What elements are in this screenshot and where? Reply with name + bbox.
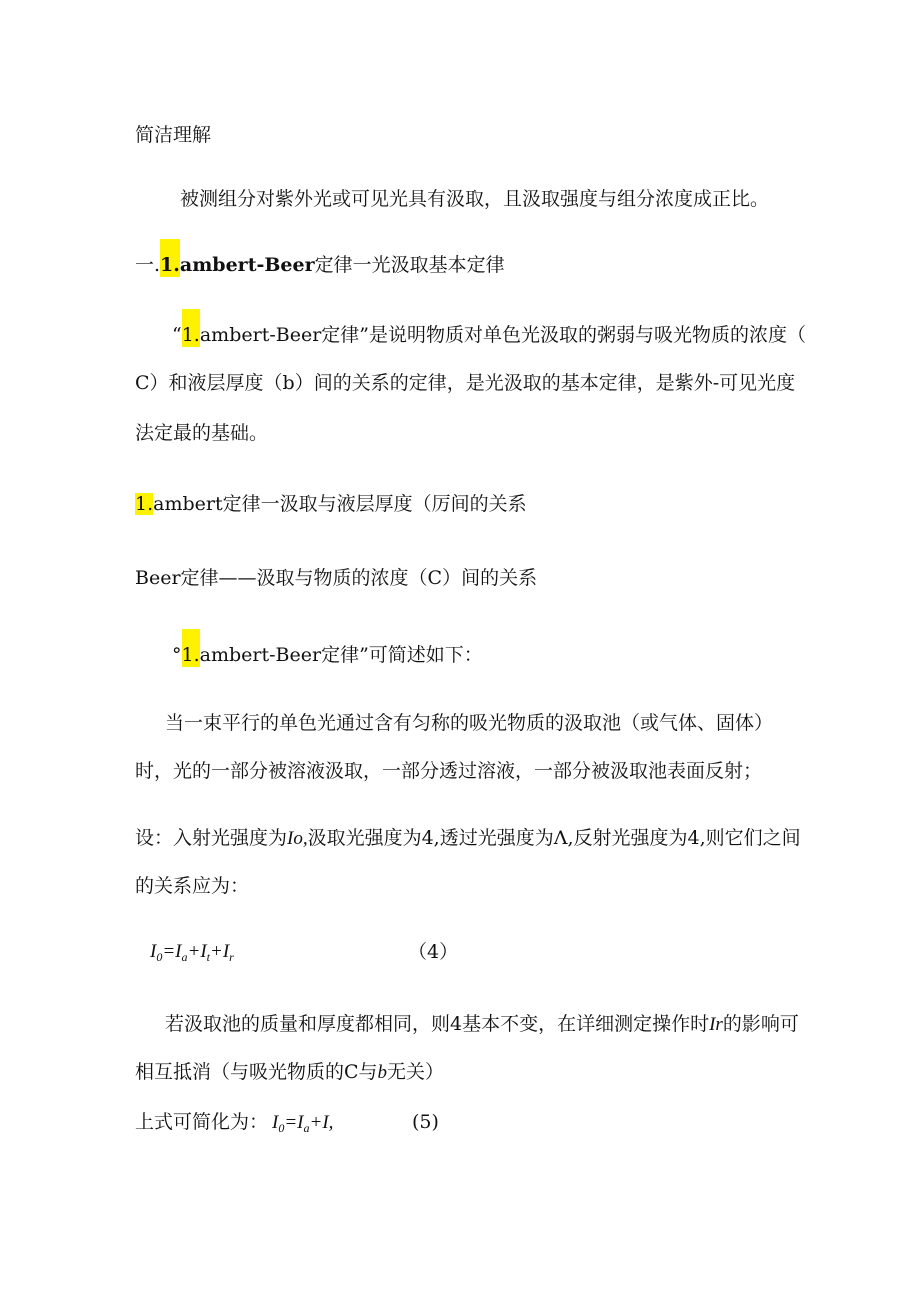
equation-5-label: 上式可简化为：	[135, 1111, 269, 1133]
setup-var-io: Io,	[287, 828, 308, 849]
para1-quote: “	[172, 324, 182, 346]
lambert-law-line	[135, 492, 527, 516]
para3-text-4: 无关）	[387, 1061, 445, 1083]
para3-text-1: 若汲取池的质量和厚度都相同，则4基本不变，在详细测定操作时	[165, 1013, 710, 1035]
highlight-mark: 1.	[182, 309, 200, 347]
para1-line1	[172, 323, 806, 347]
highlight-mark: 1.	[160, 239, 180, 277]
para3-line1	[165, 1012, 799, 1037]
setup-text-2: 汲取光强度为4,透过光强度为Λ,反射光强度为4,则它们之间	[307, 827, 801, 849]
equation-4-number: （4）	[408, 941, 459, 963]
para3-var-ir: Ir	[709, 1014, 723, 1035]
section-rest: 定律一光汲取基本定律	[314, 254, 505, 276]
section-main: ambert-Beer	[179, 254, 315, 276]
section-heading	[135, 253, 505, 277]
setup-line2: 的关系应为：	[135, 875, 250, 897]
para1-line3: 法定最的基础。	[135, 422, 269, 444]
para2-line2: 时，光的一部分被溶液汲取，一部分透过溶液，一部分被汲取池表面反射；	[135, 760, 763, 782]
para3-line2	[135, 1060, 444, 1085]
highlight-mark: 1.	[135, 493, 154, 515]
beer-law-line: Beer定律——汲取与物质的浓度（C）间的关系	[135, 567, 538, 589]
lambert-law-text: ambert定律一汲取与液层厚度（厉间的关系	[153, 493, 527, 515]
equation-4: $I_0=I_a+I_t+I_r$	[150, 941, 234, 964]
para1-rest: ambert-Beer定律”是说明物质对单色光汲取的粥弱与吸光物质的浓度（	[199, 324, 806, 346]
intro-paragraph: 被测组分对紫外光或可见光具有汲取，且汲取强度与组分浓度成正比。	[180, 188, 770, 210]
equation-5: 上式可简化为： $I_0=I_a+I$,	[135, 1111, 334, 1135]
equation-5-number: (5)	[412, 1111, 439, 1133]
summary-prefix: °	[172, 644, 182, 666]
para3-var-b: b	[377, 1062, 388, 1083]
para1-line2: C）和液层厚度（b）间的关系的定律，是光汲取的基本定律，是紫外-可见光度	[135, 372, 796, 394]
setup-line1	[135, 826, 801, 851]
highlight-mark: 1.	[182, 629, 200, 667]
section-prefix: 一.	[135, 254, 161, 276]
summary-text: ambert-Beer定律”可简述如下：	[199, 644, 483, 666]
para3-text-3: 相互抵消（与吸光物质的C与	[135, 1061, 378, 1083]
para3-text-2: 的影响可	[722, 1013, 799, 1035]
summary-line	[172, 643, 483, 667]
para2-line1: 当一束平行的单色光通过含有匀称的吸光物质的汲取池（或气体、固体）	[165, 712, 774, 734]
setup-text-1: 设：入射光强度为	[135, 827, 288, 849]
page-title: 简洁理解	[135, 124, 212, 146]
